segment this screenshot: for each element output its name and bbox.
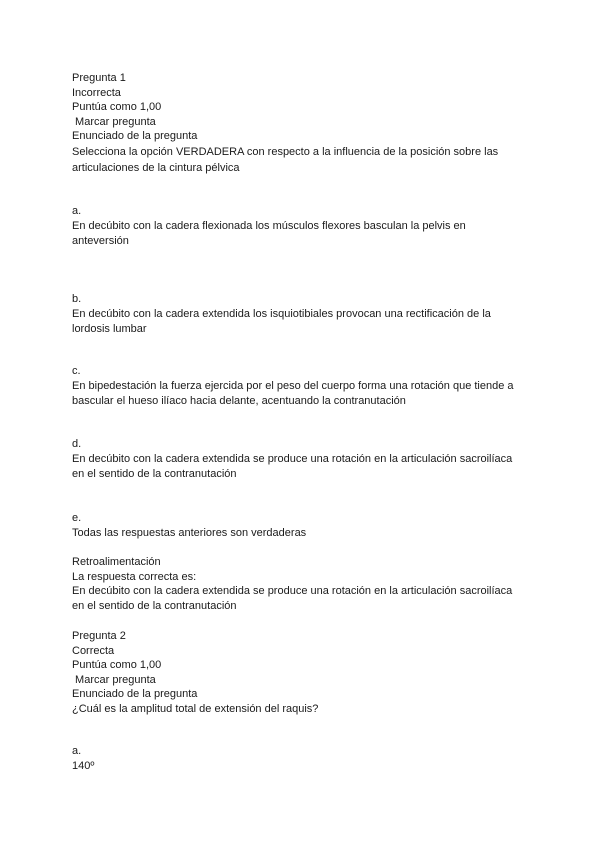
answer-option-d[interactable] [72, 437, 512, 482]
flag-question-link[interactable]: Marcar pregunta [72, 673, 156, 686]
question-stem-label: Enunciado de la pregunta [72, 688, 198, 701]
option-text-line-1: En decúbito con la cadera flexionada los músculos flexores basculan la pelvis en [72, 219, 466, 232]
option-letter: b. [72, 293, 82, 305]
answer-option-c[interactable] [72, 364, 514, 409]
option-letter: a. [72, 745, 82, 757]
feedback-answer-line-1: En decúbito con la cadera extendida se produce una rotación en la articulación sacroilíaca [72, 585, 513, 598]
answer-option-b[interactable] [72, 292, 491, 337]
answer-option-a[interactable] [72, 744, 94, 774]
option-text-line-1: Todas las respuestas anteriores son verdaderas [72, 526, 307, 539]
question-state: Correcta [72, 644, 115, 657]
option-text-line-2: anteversión [72, 234, 129, 247]
option-text-line-1: 140º [72, 759, 95, 772]
option-letter: d. [72, 438, 82, 450]
question-stem-line-1: ¿Cuál es la amplitud total de extensión del raquis? [72, 702, 319, 715]
option-text-line-2: en el sentido de la contranutación [72, 467, 237, 480]
question-score: Puntúa como 1,00 [72, 659, 162, 672]
question-state: Incorrecta [72, 86, 121, 99]
question-stem-line-2: articulaciones de la cintura pélvica [72, 161, 240, 174]
feedback-answer-line-2: en el sentido de la contranutación [72, 600, 237, 613]
question-title: Pregunta 2 [72, 630, 126, 642]
feedback-intro: La respuesta correcta es: [72, 570, 197, 583]
option-text-line-2: lordosis lumbar [72, 322, 147, 335]
feedback-label: Retroalimentación [72, 556, 161, 568]
option-letter: e. [72, 512, 82, 524]
question-stem-line-1: Selecciona la opción VERDADERA con respecto a la influencia de la posición sobre las [72, 145, 499, 158]
question-2-header [72, 629, 318, 717]
answer-option-e[interactable] [72, 511, 306, 541]
question-score: Puntúa como 1,00 [72, 101, 162, 114]
option-text-line-2: bascular el hueso ilíaco hacia delante, acentuando la contranutación [72, 394, 406, 407]
question-title: Pregunta 1 [72, 72, 126, 84]
option-letter: a. [72, 205, 82, 217]
question-1-header [72, 71, 542, 176]
option-text-line-1: En decúbito con la cadera extendida los isquiotibiales provocan una rectificación de la [72, 307, 491, 320]
option-text-line-1: En bipedestación la fuerza ejercida por el peso del cuerpo forma una rotación que tiende a [72, 379, 514, 392]
option-text-line-1: En decúbito con la cadera extendida se produce una rotación en la articulación sacroilíaca [72, 452, 513, 465]
feedback-section [72, 555, 512, 615]
flag-question-link[interactable]: Marcar pregunta [72, 115, 156, 128]
answer-option-a[interactable] [72, 204, 466, 249]
option-letter: c. [72, 365, 81, 377]
question-stem-label: Enunciado de la pregunta [72, 130, 198, 143]
document-page [72, 71, 542, 772]
